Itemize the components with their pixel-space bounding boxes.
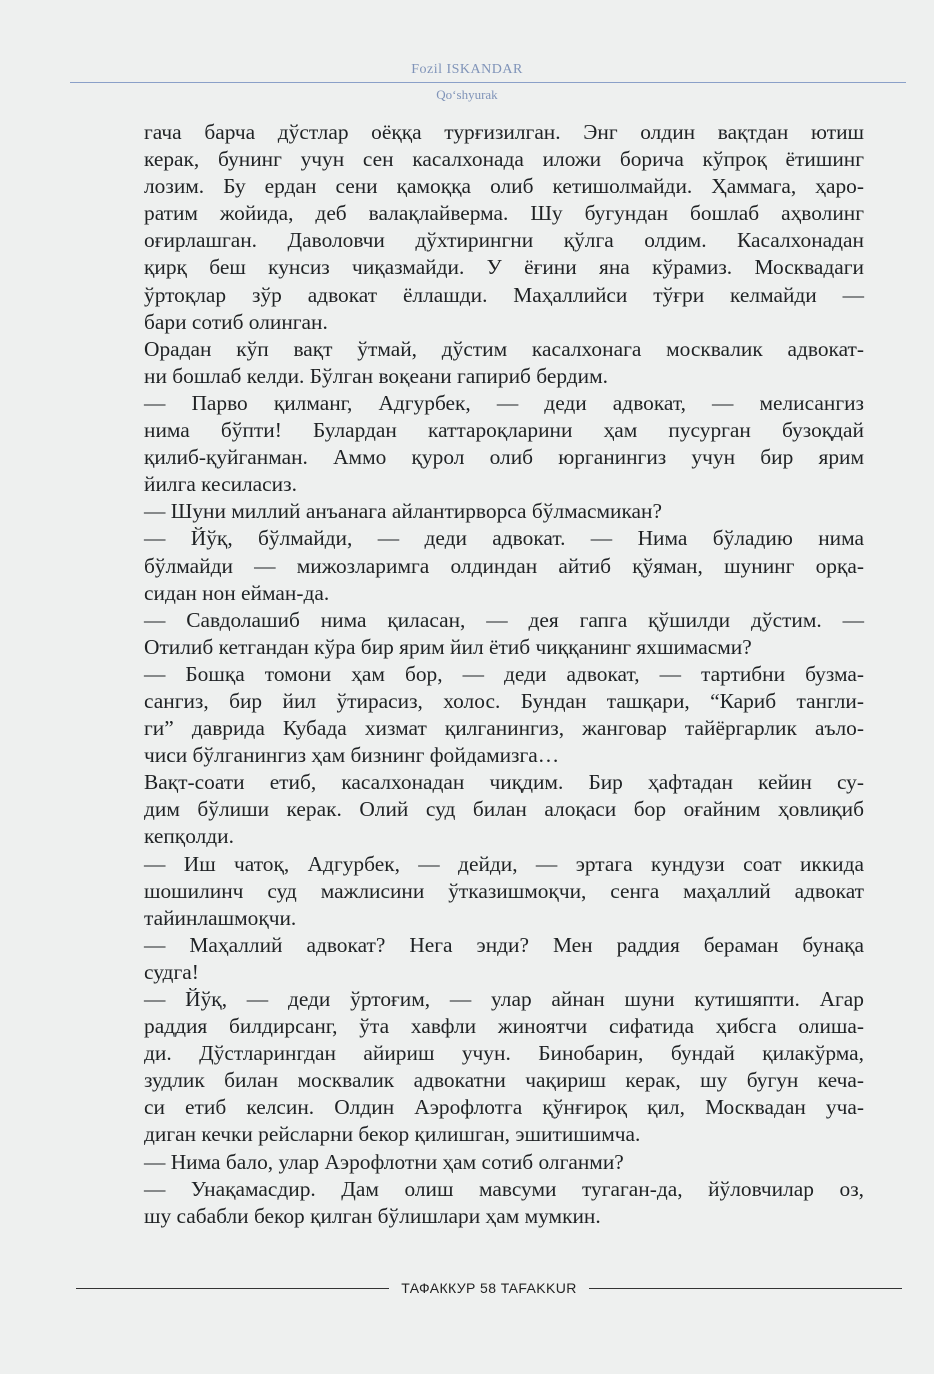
text-line: оғирлашган. Даволовчи дўхтирингни қўлга олдим. Касалхонадан [144,228,864,253]
footer-rule-right [589,1288,902,1289]
text-line: — Шуни миллий анъанага айлантирворса бўлмасмикан? [144,499,662,524]
text-line: керак, бунинг учун сен касалхонада иложи борича кўпроқ ётишинг [144,147,864,172]
text-line: қилиб-қуйганман. Аммо қурол олиб юрганингиз учун бир ярим [144,445,864,470]
text-line: нима бўпти! Булардан каттароқларини ҳам пусурган бузоқдай [144,418,864,443]
footer-rule-left [76,1288,389,1289]
text-line: — Йўқ, — деди ўртоғим, — улар айнан шуни кутишяпти. Агар [144,987,864,1011]
text-line: дим бўлиши керак. Олий суд билан алоқаси бор оғайним ҳовлиқиб [144,797,864,822]
text-line: диган кечки рейсларни бекор қилишган, эшитишимча. [144,1122,641,1147]
text-line: шу сабабли бекор қилган бўлишлари ҳам мумкин. [144,1203,601,1228]
work-title: Qo‘shyurak [436,87,498,102]
text-line: ги” даврида Кубада хизмат қилганингиз, жанговар тайёргарлик аъло- [144,716,864,741]
text-line: Орадан кўп вақт ўтмай, дўстим касалхонага москвалик адвокат- [144,336,864,361]
text-line: — Савдолашиб нима қиласан, — дея гапга қўшилди дўстим. — [144,607,864,632]
text-line: сангиз, бир йил ўтирасиз, холос. Бундан ташқари, “Кариб тангли- [144,688,864,713]
text-line: гача барча дўстлар оёққа турғизилган. Энг олдин вақтдан ютиш [144,120,864,144]
text-line: сидан нон ейман-да. [144,580,330,605]
footer-label: ТАФАККУР 58 TAFAKKUR [401,1280,577,1296]
text-line: си етиб келсин. Олдин Аэрофлотга қўнғироқ қил, Москвадан уча- [144,1095,864,1120]
text-line: қирқ беш кунсиз чиқазмайди. У ёғини яна кўрамиз. Москвадаги [144,255,864,280]
text-line: раддия билдирсанг, ўта хавфли жиноятчи сифатида ҳибсга олиша- [144,1014,864,1039]
text-line: — Парво қилманг, Адгурбек, — деди адвокат, — мелисангиз [144,390,864,415]
text-line: — Нима бало, улар Аэрофлотни ҳам сотиб олганми? [144,1149,624,1174]
text-line: Вақт-соати етиб, касалхонадан чиқдим. Бир ҳафтадан кейин су- [144,770,864,795]
text-line: Отилиб кетгандан кўра бир ярим йил ётиб чиққанинг яхшимасми? [144,634,752,659]
text-line: судга! [144,959,199,984]
text-line: кепқолди. [144,824,234,849]
text-line: — Йўқ, бўлмайди, — деди адвокат. — Нима бўладию нима [144,526,864,551]
text-line: лозим. Бу ердан сени қамоққа олиб кетишолмайди. Ҳаммага, ҳаро- [144,174,864,199]
text-line: йилга кесиласиз. [144,472,297,497]
text-line: чиси бўлганингиз ҳам бизнинг фойдамизга… [144,743,560,768]
text-line: бари сотиб олинган. [144,309,328,334]
text-line: ратим жойида, деб валақлайверма. Шу бугундан бошлаб аҳволинг [144,201,864,226]
text-line: — Бошқа томони ҳам бор, — деди адвокат, — тартибни бузма- [144,661,864,686]
page-footer [76,1278,902,1298]
text-line: — Унақамасдир. Дам олиш мавсуми тугаган-да, йўловчилар оз, [144,1176,864,1201]
text-line: — Иш чатоқ, Адгурбек, — дейди, — эртага кундузи соат иккида [144,851,864,876]
text-line: ўртоқлар зўр адвокат ёллашди. Маҳаллийси тўғри келмайди — [144,282,864,307]
text-line: ди. Дўстларингдан айириш учун. Бинобарин, бундай қилакўрма, [144,1041,864,1066]
header-divider [70,82,906,83]
text-line: бўлмайди — мижозларимга олдиндан айтиб қўяман, шунинг орқа- [144,553,864,578]
text-line: тайинлашмоқчи. [144,905,297,930]
body-text [144,119,864,1230]
text-line: шошилинч суд мажлисини ўтказишмоқчи, сенга маҳаллий адвокат [144,878,864,903]
text-line: ни бошлаб келди. Бўлган воқеани гапириб бердим. [144,363,608,388]
text-line: — Маҳаллий адвокат? Нега энди? Мен раддия бераман бунақа [144,932,864,957]
author-name: Fozil ISKANDAR [411,62,523,77]
text-line: зудлик билан москвалик адвокатни чақириш керак, шу бугун кеча- [144,1068,864,1093]
running-header [0,62,934,78]
